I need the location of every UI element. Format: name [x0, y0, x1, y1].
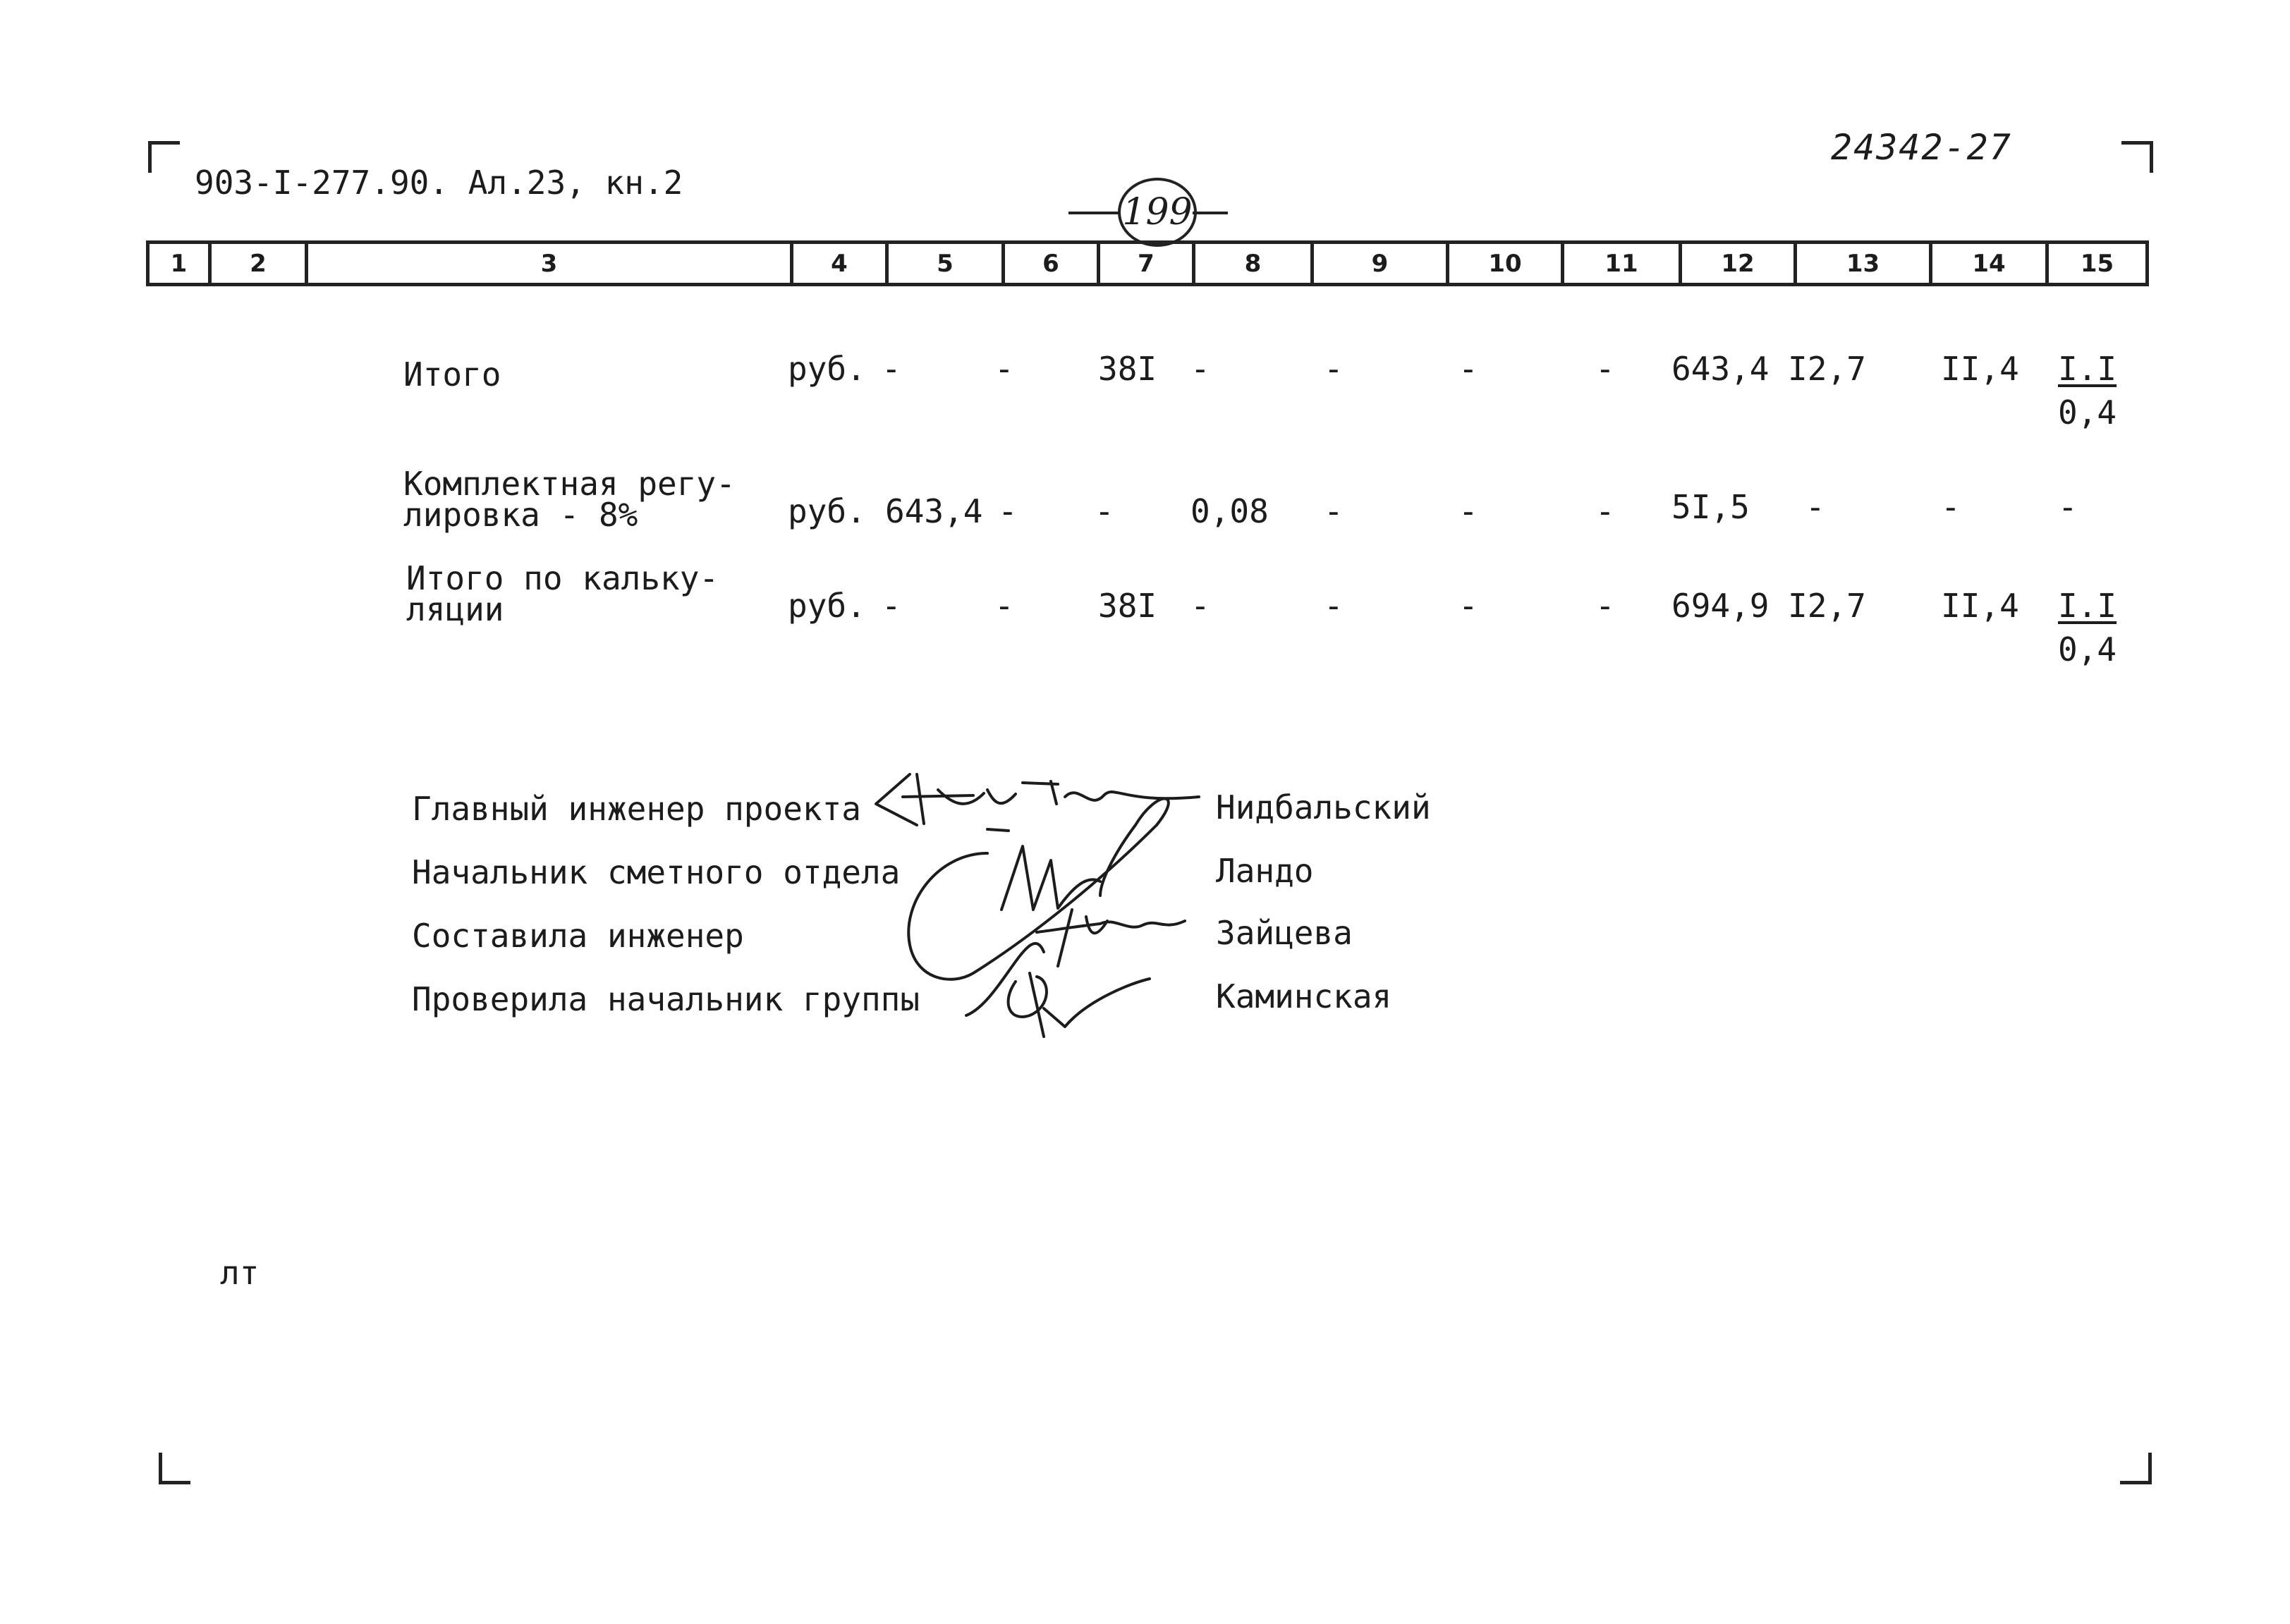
footer-mark: лт	[220, 1254, 260, 1292]
column-header-6: 6	[1005, 244, 1100, 283]
signature-name-checker: Каминская	[1216, 977, 1392, 1015]
cell-unit: руб.	[788, 587, 866, 625]
column-header-2: 2	[212, 244, 308, 283]
cell-col13: I2,7	[1788, 587, 1866, 625]
signature-role-compiler: Составила инженер	[412, 917, 744, 955]
cell-col8: -	[1190, 587, 1210, 625]
column-header-9: 9	[1314, 244, 1449, 283]
page-number: 199	[1118, 178, 1197, 247]
signature-role-checker: Проверила начальник группы	[412, 980, 920, 1018]
row-label-line2: ляции	[406, 590, 504, 628]
cell-unit: руб.	[788, 350, 866, 388]
cell-col8: 0,08	[1190, 492, 1269, 530]
column-header-7: 7	[1100, 244, 1195, 283]
cell-col12: 5I,5	[1671, 488, 1750, 526]
cell-col6: -	[994, 350, 1014, 388]
signature-name-compiler: Зайцева	[1216, 914, 1353, 952]
cell-col7: -	[1095, 492, 1114, 530]
cell-col15: -	[2058, 488, 2078, 526]
column-header-11: 11	[1564, 244, 1682, 283]
signature-role-chief-engineer: Главный инженер проекта	[412, 790, 861, 828]
cell-col10: -	[1458, 587, 1478, 625]
cell-col9: -	[1324, 350, 1344, 388]
cell-col5: -	[882, 350, 901, 388]
cell-col11: -	[1595, 492, 1615, 530]
cell-col15-denominator: 0,4	[2058, 630, 2117, 668]
row-label-line1: Комплектная регу-	[403, 465, 736, 503]
cell-col13: -	[1805, 488, 1825, 526]
cell-col14: -	[1941, 488, 1961, 526]
cell-col15-numerator: I.I	[2058, 350, 2117, 388]
column-header-3: 3	[308, 244, 793, 283]
cell-col8: -	[1190, 350, 1210, 388]
column-header-13: 13	[1797, 244, 1932, 283]
signature-name-estimate-head: Ландо	[1216, 852, 1314, 890]
cell-col6: -	[994, 587, 1014, 625]
column-header-15: 15	[2080, 249, 2114, 278]
cell-col6: -	[998, 492, 1018, 530]
column-header-5: 5	[889, 244, 1005, 283]
cell-col9: -	[1324, 492, 1344, 530]
cell-col14: II,4	[1941, 587, 2019, 625]
row-label-line2: лировка - 8%	[403, 496, 638, 534]
cell-unit: руб.	[788, 492, 866, 530]
column-header-12: 12	[1682, 244, 1797, 283]
cell-col10: -	[1458, 492, 1478, 530]
cell-col15-denominator: 0,4	[2058, 393, 2117, 432]
column-header-4: 4	[793, 244, 889, 283]
signature-name-chief-engineer: Нидбальский	[1216, 788, 1431, 826]
column-header-8: 8	[1195, 244, 1314, 283]
column-header-10: 10	[1449, 244, 1564, 283]
column-header-14: 14	[1932, 244, 2049, 283]
cell-col11: -	[1595, 587, 1615, 625]
cell-col9: -	[1324, 587, 1344, 625]
column-header-1: 1	[150, 244, 212, 283]
cell-col5: 643,4	[885, 492, 983, 530]
row-label: Итого	[403, 355, 501, 393]
document-number: 24342-27	[1831, 127, 2012, 168]
cell-col12: 694,9	[1671, 587, 1770, 625]
signature-role-estimate-head: Начальник сметного отдела	[412, 853, 901, 891]
cell-col7: 38I	[1098, 350, 1157, 388]
cell-col14: II,4	[1941, 350, 2019, 388]
cell-col15-numerator: I.I	[2058, 587, 2117, 625]
cell-col11: -	[1595, 350, 1615, 388]
cell-col12: 643,4	[1671, 350, 1770, 388]
cell-col13: I2,7	[1788, 350, 1866, 388]
cell-col10: -	[1458, 350, 1478, 388]
cell-col5: -	[882, 587, 901, 625]
row-label-line1: Итого по кальку-	[406, 559, 719, 597]
cell-col7: 38I	[1098, 587, 1157, 625]
document-code: 903-I-277.90. Ал.23, кн.2	[195, 164, 683, 202]
